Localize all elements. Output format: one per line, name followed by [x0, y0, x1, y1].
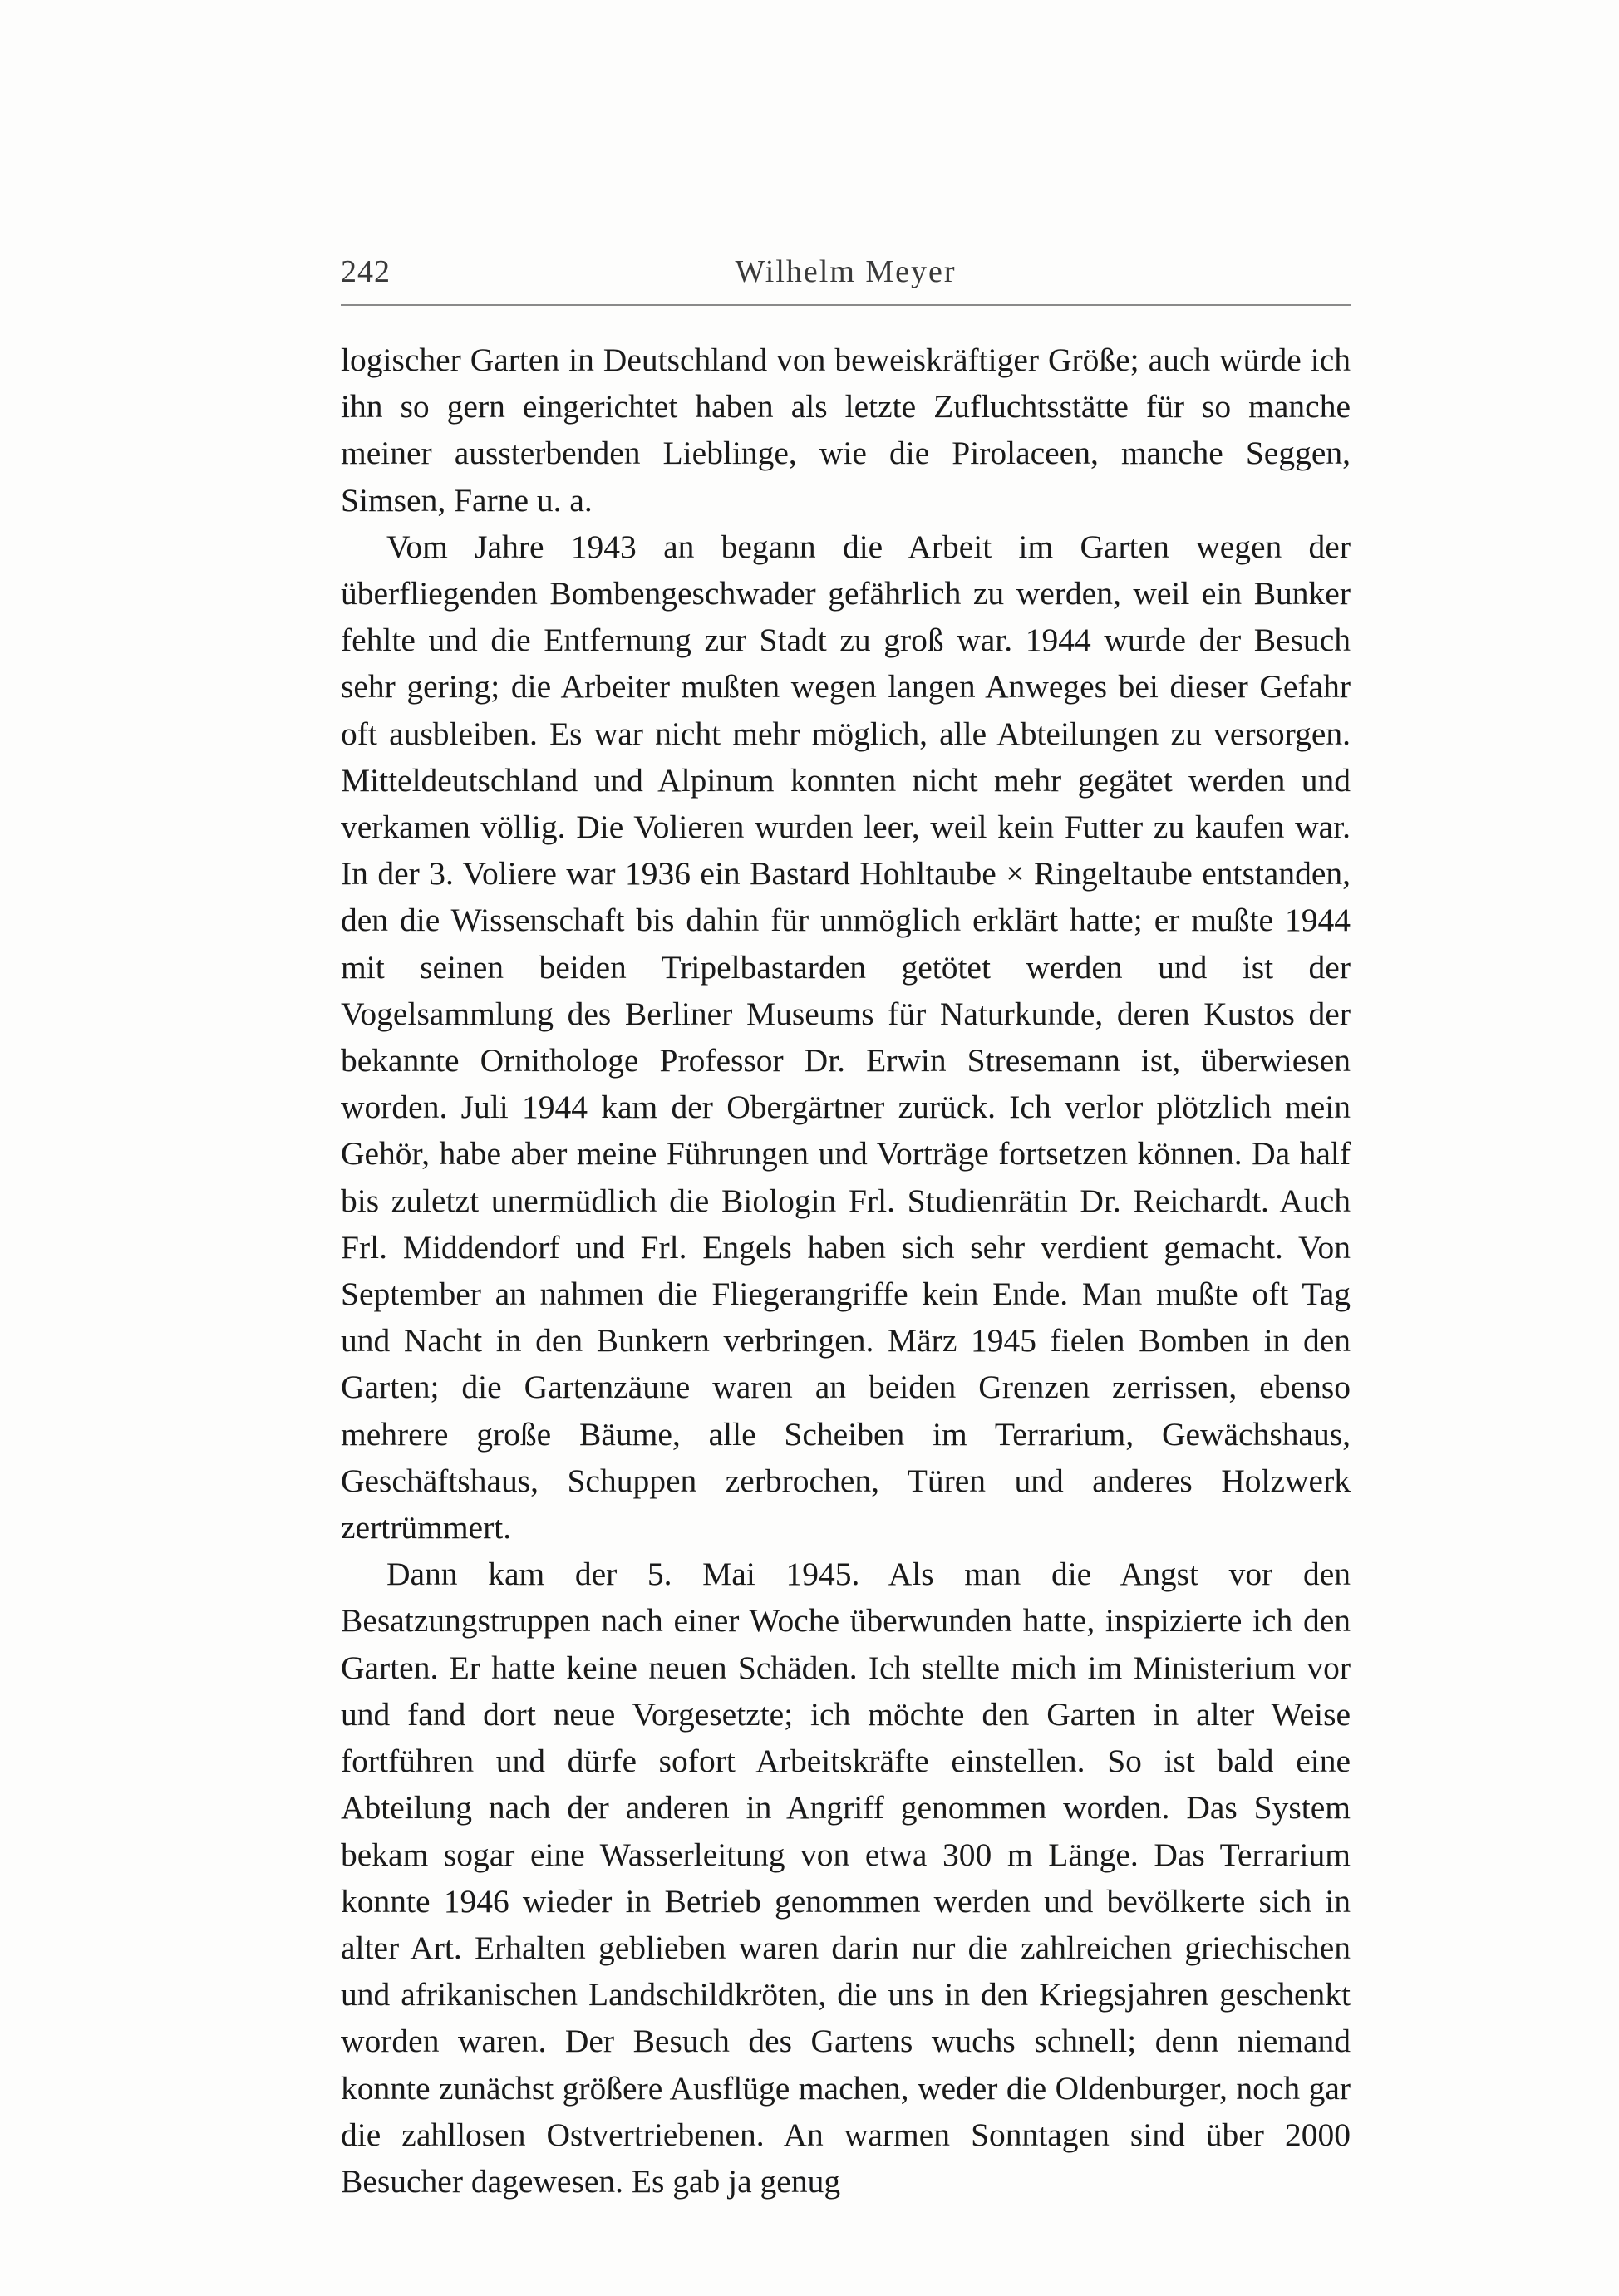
body-text — [341, 337, 1351, 2200]
header-rule — [341, 304, 1351, 306]
paragraph-continued: logischer Garten in Deutschland von beweiskräftiger Größe; auch würde ich ihn so gern eingerichtet haben als letzte Zufluchtsstätte für so manche meiner aussterbenden Lieblinge, wie die Pirolaceen, manche Seggen, Simsen, Farne u. a. — [341, 342, 1351, 519]
page-number: 242 — [341, 254, 391, 289]
paragraph-war-years: Vom Jahre 1943 an begann die Arbeit im Garten wegen der überfliegenden Bombengeschwader gefährlich zu werden, weil ein Bunker fehlte und die Entfernung zur Stadt zu groß war. 1944 wurde der Besuch sehr gering; die Arbeiter mußten wegen langen Anweges bei dieser Gefahr oft ausbleiben. Es war nicht mehr möglich, alle Abteilungen zu versorgen. Mitteldeutschland und Alpinum konnten nicht mehr gegätet werden und verkamen völlig. Die Volieren wurden leer, weil kein Futter zu kaufen war. In der 3. Voliere war 1936 ein Bastard Hohltaube × Ringeltaube entstanden, den die Wissenschaft bis dahin für unmöglich erklärt hatte; er mußte 1944 mit seinen beiden Tripelbastarden getötet werden und ist der Vogelsammlung des Berliner Museums für Naturkunde, deren Kustos der bekannte Ornithologe Professor Dr. Erwin Stresemann ist, überwiesen worden. Juli 1944 kam der Obergärtner zurück. Ich verlor plötzlich mein Gehör, habe aber meine Führungen und Vorträge fortsetzen können. Da half bis zuletzt unermüdlich die Biologin Frl. Studienrätin Dr. Reichardt. Auch Frl. Middendorf und Frl. Engels haben sich sehr verdient gemacht. Von September an nahmen die Fliegerangriffe kein Ende. Man mußte oft Tag und Nacht in den Bunkern verbringen. März 1945 fielen Bomben in den Garten; die Gartenzäune waren an beiden Grenzen zerrissen, ebenso mehrere große Bäume, alle Scheiben im Terrarium, Gewächshaus, Geschäftshaus, Schuppen zerbrochen, Türen und anderes Holzwerk zertrümmert. — [341, 528, 1351, 1546]
paragraph-postwar: Dann kam der 5. Mai 1945. Als man die Angst vor den Besatzungstruppen nach einer Woche überwunden hatte, inspizierte ich den Garten. Er hatte keine neuen Schäden. Ich stellte mich im Ministerium vor und fand dort neue Vorgesetzte; ich möchte den Garten in alter Weise fortführen und dürfe sofort Arbeitskräfte einstellen. So ist bald eine Abteilung nach der anderen in Angriff genommen worden. Das System bekam sogar eine Wasserleitung von etwa 300 m Länge. Das Terrarium konnte 1946 wieder in Betrieb genommen werden und bevölkerte sich in alter Art. Erhalten geblieben waren darin nur die zahlreichen griechischen und afrikanischen Landschildkröten, die uns in den Kriegsjahren geschenkt worden waren. Der Besuch des Gartens wuchs schnell; denn niemand konnte zunächst größere Ausflüge machen, weder die Oldenburger, noch gar die zahllosen Ostvertriebenen. An warmen Sonntagen sind über 2000 Besucher dagewesen. Es gab ja genug — [341, 1556, 1351, 2200]
running-head — [341, 253, 1351, 303]
running-head-author: Wilhelm Meyer — [735, 254, 957, 289]
